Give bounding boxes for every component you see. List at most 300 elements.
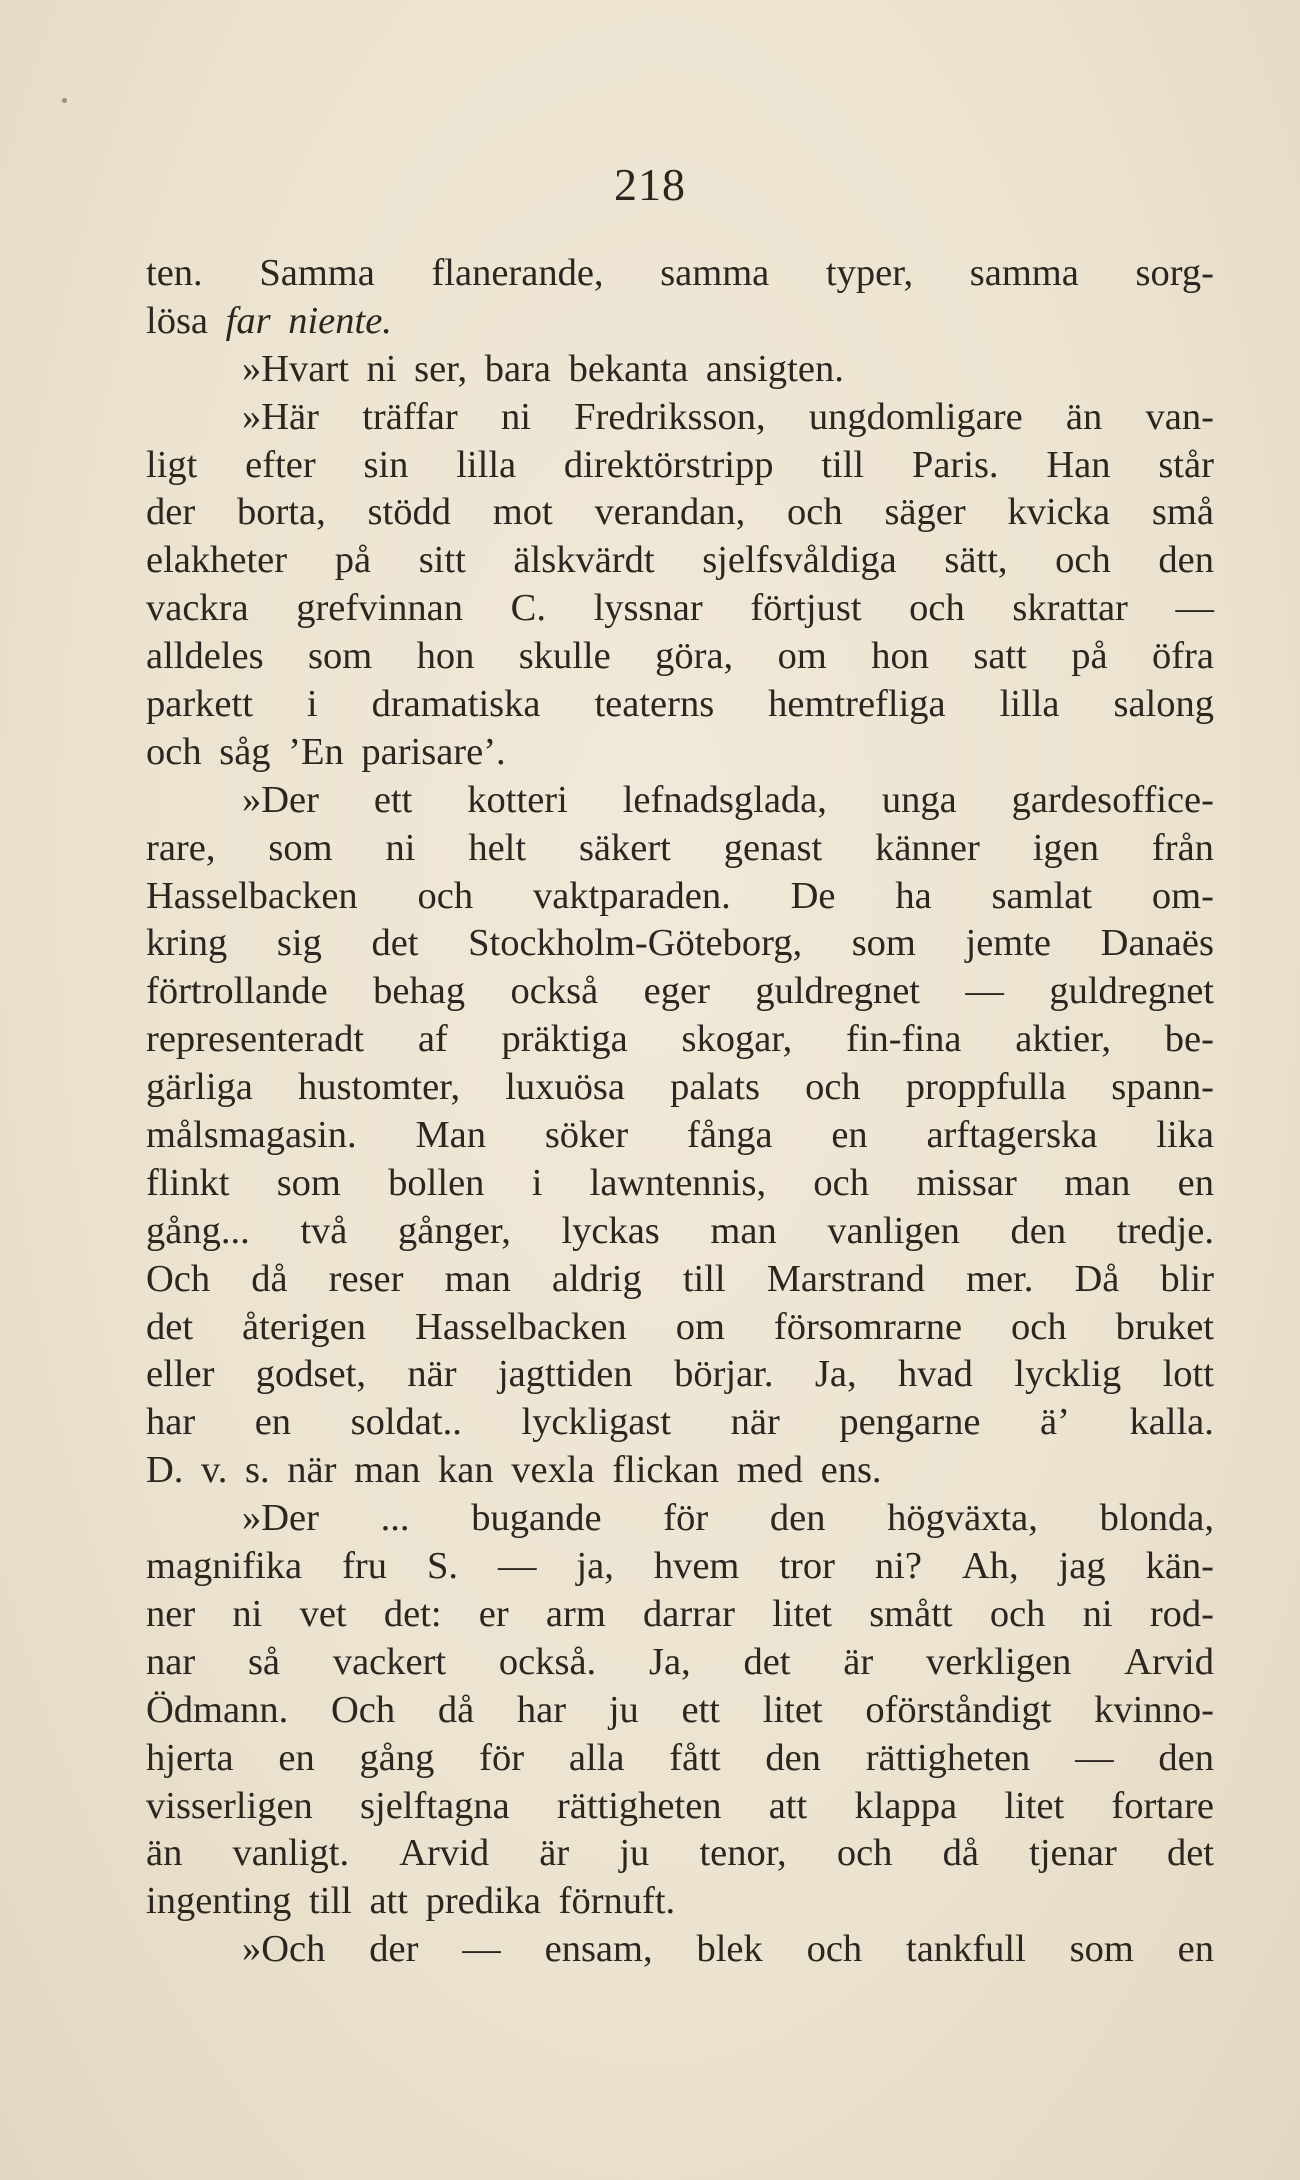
- word: också: [510, 970, 599, 1013]
- word: Samma: [259, 252, 375, 294]
- word: en: [1177, 1928, 1214, 1971]
- word: som: [851, 922, 916, 965]
- word: reser: [328, 1257, 404, 1300]
- word: står: [1158, 443, 1214, 486]
- word: återigen: [242, 1305, 367, 1348]
- word: borta,: [236, 491, 326, 534]
- word: litet: [762, 1688, 823, 1731]
- word: gång...: [146, 1209, 250, 1252]
- word: och: [836, 1832, 893, 1875]
- word: »Och: [242, 1928, 326, 1971]
- word: fortare: [1111, 1784, 1214, 1827]
- text-line: [146, 1064, 1214, 1112]
- word: till: [682, 1257, 726, 1300]
- word: visserligen: [146, 1784, 313, 1827]
- word: och: [787, 491, 843, 534]
- body-text: [146, 250, 1214, 1974]
- word: när: [407, 1353, 457, 1396]
- word: och: [805, 1066, 861, 1109]
- word: säkert: [578, 826, 671, 869]
- word: ensam,: [544, 1928, 653, 1971]
- word: i: [531, 1161, 543, 1204]
- text-line: [146, 729, 1214, 777]
- word: är: [843, 1640, 874, 1683]
- word: Då: [1074, 1257, 1120, 1300]
- word: ...: [380, 1497, 410, 1540]
- word: som: [308, 635, 373, 678]
- word: den: [765, 1736, 821, 1779]
- word: präktiga: [501, 1018, 628, 1061]
- word: arm: [545, 1592, 606, 1635]
- word: ner: [146, 1592, 196, 1635]
- word: gång: [359, 1736, 435, 1779]
- word: ni: [1082, 1592, 1113, 1635]
- word: kalla.: [1129, 1401, 1214, 1444]
- word: som: [1069, 1928, 1134, 1971]
- word: kvicka: [1007, 491, 1111, 534]
- word: försomrarne: [773, 1305, 963, 1348]
- word: palats: [670, 1066, 760, 1109]
- word: ju: [608, 1688, 639, 1731]
- word: magnifika: [146, 1545, 303, 1588]
- word: fått: [669, 1736, 721, 1779]
- word: och såg ’En parisare’.: [146, 730, 506, 773]
- word: ligt: [146, 443, 198, 486]
- word: när: [730, 1401, 780, 1444]
- word: samma: [660, 252, 770, 294]
- word: klappa: [854, 1784, 958, 1827]
- word: skrattar: [1012, 587, 1128, 630]
- word: om-: [1151, 874, 1214, 917]
- word: har: [516, 1688, 567, 1731]
- word: De: [790, 874, 836, 917]
- word: ni: [232, 1592, 263, 1635]
- word: då: [251, 1257, 288, 1300]
- word: hon: [871, 635, 929, 678]
- word: än: [146, 1832, 183, 1875]
- word: »Der: [242, 778, 319, 821]
- text-line: [146, 681, 1214, 729]
- word: känner: [875, 826, 980, 869]
- word: från: [1151, 826, 1214, 869]
- word: D. v. s. när man kan vexla flickan med ens.: [146, 1449, 882, 1492]
- word: älskvärdt: [513, 539, 655, 582]
- word: ten.: [146, 252, 203, 294]
- word: parkett: [146, 683, 253, 726]
- text-line: [146, 1687, 1214, 1735]
- word: Ah,: [961, 1545, 1019, 1588]
- word: blonda,: [1099, 1497, 1214, 1540]
- word: en: [831, 1114, 868, 1157]
- word: Hasselbacken: [415, 1305, 627, 1348]
- word: guldregnet: [1049, 970, 1214, 1013]
- word: har: [146, 1401, 196, 1444]
- word: om: [675, 1305, 725, 1348]
- word: bollen: [388, 1161, 485, 1204]
- word: representeradt: [146, 1018, 365, 1061]
- word: gånger,: [397, 1209, 511, 1252]
- word: godset,: [255, 1353, 366, 1396]
- text-line: [146, 298, 1214, 346]
- word: hemtrefliga: [768, 683, 946, 726]
- word: och: [806, 1928, 863, 1971]
- word: lilla: [456, 443, 517, 486]
- word: pengarne: [839, 1401, 981, 1444]
- word: —: [1075, 1736, 1114, 1779]
- word: då: [942, 1832, 979, 1875]
- word: Marstrand: [766, 1257, 925, 1300]
- word: förtjust: [750, 587, 862, 630]
- word: elakheter: [146, 539, 288, 582]
- word: luxuösa: [505, 1066, 625, 1109]
- word: högväxta,: [887, 1497, 1038, 1540]
- word: eller: [146, 1353, 215, 1396]
- word: till: [821, 443, 865, 486]
- word: som: [268, 826, 333, 869]
- word: Arvid: [1124, 1640, 1214, 1683]
- word: det: [743, 1640, 791, 1683]
- word: unga: [881, 778, 957, 821]
- word: der: [369, 1928, 419, 1971]
- word: be-: [1164, 1018, 1214, 1061]
- word: lösa: [146, 299, 209, 342]
- word: missar: [916, 1161, 1017, 1204]
- word: vanligen: [827, 1209, 960, 1252]
- word: och: [1011, 1305, 1067, 1348]
- word: en: [278, 1736, 315, 1779]
- word: lilla: [999, 683, 1060, 726]
- word: van-: [1145, 395, 1214, 438]
- word: fånga: [687, 1114, 773, 1157]
- word: lott: [1162, 1353, 1214, 1396]
- word: Fredriksson,: [574, 395, 766, 438]
- word: eger: [643, 970, 710, 1013]
- word: verkligen: [925, 1640, 1072, 1683]
- word: det: [371, 922, 419, 965]
- word: aldrig: [551, 1257, 642, 1300]
- word: en: [254, 1401, 292, 1444]
- word: rättigheten: [865, 1736, 1031, 1779]
- word: för: [663, 1497, 709, 1540]
- word: stödd: [367, 491, 451, 534]
- word: samlat: [991, 874, 1093, 917]
- word: vackra: [146, 587, 249, 630]
- text-line: [146, 1016, 1214, 1064]
- word: på: [334, 539, 372, 582]
- word: efter: [245, 443, 316, 486]
- word: ett: [681, 1688, 720, 1731]
- word: Paris.: [911, 443, 999, 486]
- word: litet: [772, 1592, 832, 1635]
- text-line: [146, 489, 1214, 537]
- word: jag: [1058, 1545, 1106, 1588]
- word: typer,: [825, 252, 914, 294]
- word: är: [539, 1832, 570, 1875]
- word: salong: [1113, 683, 1214, 726]
- text-line: [146, 1783, 1214, 1831]
- word: och: [813, 1161, 869, 1204]
- word: smått: [869, 1592, 953, 1635]
- word: den: [1010, 1209, 1067, 1252]
- word: och: [989, 1592, 1046, 1635]
- word: sätt,: [944, 539, 1008, 582]
- word: skogar,: [681, 1018, 793, 1061]
- word: målsmagasin.: [146, 1114, 357, 1157]
- text-line: [146, 1830, 1214, 1878]
- word: gärliga: [146, 1066, 253, 1109]
- word: grefvinnan: [296, 587, 463, 630]
- word: sjelftagna: [360, 1784, 510, 1827]
- word: nar: [146, 1640, 196, 1683]
- word: kvinno-: [1094, 1688, 1214, 1731]
- text-line: [146, 968, 1214, 1016]
- word: mot: [492, 491, 553, 534]
- word: guldregnet: [755, 970, 920, 1013]
- word: vet: [299, 1592, 347, 1635]
- word: C.: [510, 587, 546, 630]
- word: två: [300, 1209, 348, 1252]
- word: börjar.: [674, 1353, 774, 1396]
- word: och: [909, 587, 965, 630]
- page-number: 218: [614, 159, 686, 210]
- text-line: [146, 250, 1214, 298]
- word: ju: [619, 1832, 650, 1875]
- word: då: [437, 1688, 475, 1731]
- word: i: [306, 683, 318, 726]
- word: sig: [276, 922, 322, 965]
- word: blek: [696, 1928, 763, 1971]
- text-line: [146, 1256, 1214, 1304]
- word: Han: [1046, 443, 1111, 486]
- word: verandan,: [594, 491, 746, 534]
- word: —: [497, 1545, 537, 1588]
- text-line: [146, 825, 1214, 873]
- word: sitt: [418, 539, 466, 582]
- word: Och: [330, 1688, 396, 1731]
- word: för: [479, 1736, 525, 1779]
- text-line: [146, 1543, 1214, 1591]
- word: lycklig: [1014, 1353, 1122, 1396]
- text-line: [146, 346, 1214, 394]
- text-line: [146, 1304, 1214, 1352]
- word: »Här: [242, 395, 319, 438]
- word: tjenar: [1029, 1832, 1117, 1875]
- text-line: [146, 920, 1214, 968]
- word: lawntennis,: [589, 1161, 767, 1204]
- word: oförståndigt: [865, 1688, 1052, 1731]
- word: direktörstripp: [563, 443, 774, 486]
- word: flinkt: [146, 1161, 230, 1204]
- word: vaktparaden.: [532, 874, 731, 917]
- word: spann-: [1111, 1066, 1214, 1109]
- word: hvem: [653, 1545, 740, 1588]
- word: arftagerska: [926, 1114, 1098, 1157]
- word: Ja,: [814, 1353, 857, 1396]
- word: ni: [500, 395, 531, 438]
- word: man: [444, 1257, 511, 1300]
- word: af: [417, 1018, 448, 1061]
- word: ja,: [576, 1545, 614, 1588]
- word: ett: [373, 778, 413, 821]
- word: Ödmann.: [146, 1688, 289, 1731]
- word: om: [777, 635, 827, 678]
- text-line: [146, 585, 1214, 633]
- word: det: [146, 1305, 194, 1348]
- word: säger: [884, 491, 966, 534]
- paper-speck: [62, 98, 67, 103]
- text-line: [146, 1495, 1214, 1543]
- text-line: [146, 1447, 1214, 1495]
- word: »Der: [242, 1497, 319, 1540]
- word: alla: [568, 1736, 625, 1779]
- word: fru: [342, 1545, 387, 1588]
- word: tankfull: [906, 1928, 1026, 1971]
- word: tredje.: [1116, 1209, 1214, 1252]
- word: göra,: [655, 635, 734, 678]
- word: —: [462, 1928, 501, 1971]
- word: öfra: [1151, 635, 1214, 678]
- word: ungdomligare: [808, 395, 1023, 438]
- word: det:: [383, 1592, 442, 1635]
- word: ni: [385, 826, 416, 869]
- word: hjerta: [146, 1736, 234, 1779]
- word: flanerande,: [431, 252, 604, 294]
- word: tenor,: [699, 1832, 787, 1875]
- word: ingenting till att predika förnuft.: [146, 1880, 676, 1923]
- text-line: [146, 1351, 1214, 1399]
- word: vackert: [332, 1640, 447, 1683]
- word: fin-fina: [846, 1018, 962, 1061]
- text-line: [146, 777, 1214, 825]
- word: rod-: [1149, 1592, 1214, 1635]
- word: så: [247, 1640, 281, 1683]
- word: som: [276, 1161, 341, 1204]
- text-line: [146, 1591, 1214, 1639]
- word: Hasselbacken: [146, 874, 358, 917]
- word: ä’: [1039, 1401, 1070, 1444]
- word: satt: [973, 635, 1027, 678]
- word: sin: [363, 443, 409, 486]
- word: lyssnar: [593, 587, 703, 630]
- word: att: [768, 1784, 808, 1827]
- word: teaterns: [594, 683, 715, 726]
- word: Man: [415, 1114, 487, 1157]
- word: söker: [544, 1114, 629, 1157]
- word: bruket: [1115, 1305, 1214, 1348]
- text-line: [146, 873, 1214, 921]
- word: sorg-: [1135, 252, 1214, 294]
- word: sjelfsvåldiga: [702, 539, 897, 582]
- text-line: [146, 1399, 1214, 1447]
- text-line: [146, 1208, 1214, 1256]
- word: dramatiska: [371, 683, 541, 726]
- word: blir: [1160, 1257, 1214, 1300]
- word: kotteri: [467, 778, 568, 821]
- word: mer.: [966, 1257, 1034, 1300]
- word: Arvid: [399, 1832, 490, 1875]
- word: än: [1065, 395, 1103, 438]
- word: lefnadsglada,: [622, 778, 827, 821]
- word: jagttiden: [497, 1353, 633, 1396]
- word: igen: [1032, 826, 1100, 869]
- word: kän-: [1145, 1545, 1214, 1588]
- word: rättigheten: [556, 1784, 722, 1827]
- text-line: [146, 442, 1214, 490]
- word: träffar: [362, 395, 458, 438]
- word: det: [1166, 1832, 1214, 1875]
- word: förtrollande: [146, 970, 328, 1013]
- text-line: [146, 1639, 1214, 1687]
- word: Stockholm-Göteborg,: [468, 922, 803, 965]
- word: bugande: [471, 1497, 602, 1540]
- text-line: [146, 394, 1214, 442]
- word: skulle: [518, 635, 611, 678]
- word: der: [146, 491, 196, 534]
- word: »Hvart ni ser, bara bekanta ansigten.: [242, 347, 844, 390]
- word: hon: [416, 635, 475, 678]
- text-line: [146, 1160, 1214, 1208]
- word: ha: [895, 874, 932, 917]
- word: den: [1158, 1736, 1214, 1779]
- word: darrar: [643, 1592, 735, 1635]
- word: jemte: [965, 922, 1052, 965]
- word: proppfulla: [905, 1066, 1067, 1109]
- word: en: [1177, 1161, 1214, 1204]
- italic-phrase: far niente.: [225, 299, 392, 342]
- word: behag: [373, 970, 466, 1013]
- word: —: [965, 970, 1004, 1013]
- word: och: [417, 874, 474, 917]
- word: små: [1151, 491, 1214, 534]
- word: på: [1071, 635, 1108, 678]
- word: lyckas: [561, 1209, 660, 1252]
- word: lika: [1156, 1114, 1214, 1157]
- word: lyckligast: [521, 1401, 672, 1444]
- word: Danaës: [1100, 922, 1214, 965]
- text-line: [146, 1735, 1214, 1783]
- text-line: [146, 1878, 1214, 1926]
- word: helt: [468, 826, 527, 869]
- word: genast: [723, 826, 823, 869]
- word: Ja,: [648, 1640, 691, 1683]
- word: den: [769, 1497, 826, 1540]
- word: också.: [498, 1640, 597, 1683]
- word: ni?: [874, 1545, 922, 1588]
- word: rare,: [146, 826, 216, 869]
- text-line: [146, 537, 1214, 585]
- word: tror: [779, 1545, 835, 1588]
- word: aktier,: [1015, 1018, 1111, 1061]
- word: den: [1158, 539, 1214, 582]
- word: man: [710, 1209, 777, 1252]
- word: S.: [426, 1545, 458, 1588]
- word: litet: [1004, 1784, 1065, 1827]
- word: och: [1055, 539, 1111, 582]
- word: er: [478, 1592, 509, 1635]
- word: vanligt.: [232, 1832, 350, 1875]
- text-line: [146, 633, 1214, 681]
- word: gardesoffice-: [1011, 778, 1214, 821]
- text-line: [146, 1112, 1214, 1160]
- word: hustomter,: [298, 1066, 461, 1109]
- word: hvad: [898, 1353, 973, 1396]
- text-line: [146, 1926, 1214, 1974]
- word: kring: [146, 922, 228, 965]
- word: man: [1064, 1161, 1131, 1204]
- word: —: [1175, 587, 1214, 630]
- word: samma: [969, 252, 1079, 294]
- word: soldat..: [350, 1401, 462, 1444]
